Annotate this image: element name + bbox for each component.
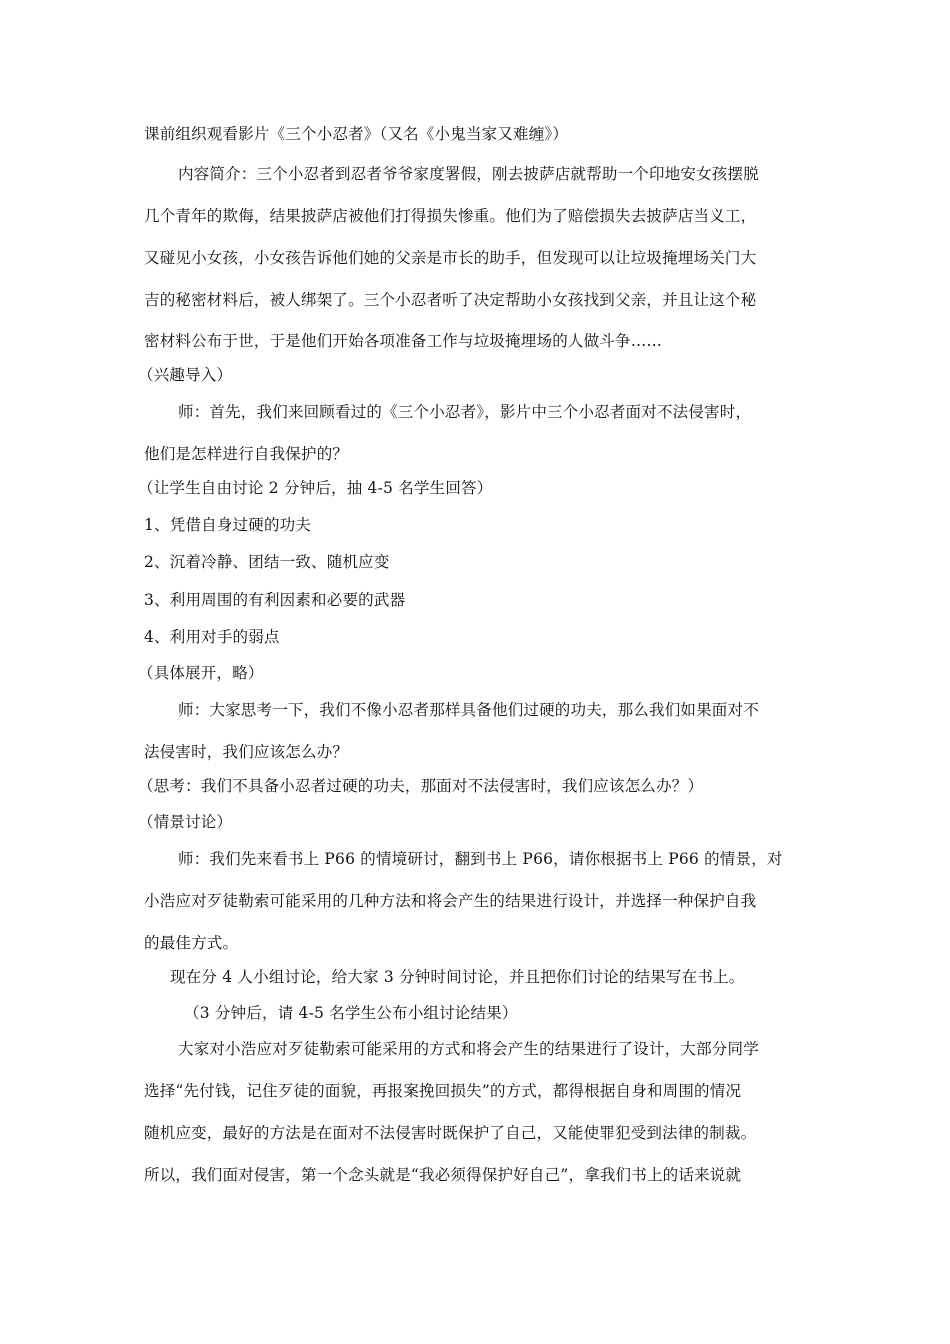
text-line: 1、凭借自身过硬的功夫 bbox=[144, 516, 312, 534]
text-line: 的最佳方式。 bbox=[144, 934, 239, 952]
text-line: 大家对小浩应对歹徒勒索可能采用的方式和将会产生的结果进行了设计，大部分同学 bbox=[178, 1040, 759, 1058]
text-line: 4、利用对手的弱点 bbox=[144, 628, 280, 646]
text-line: 法侵害时，我们应该怎么办？ bbox=[144, 743, 349, 761]
text-line: （具体展开，略） bbox=[138, 664, 264, 682]
text-line: （情景讨论） bbox=[138, 813, 233, 831]
text-line: 小浩应对歹徒勒索可能采用的几种方法和将会产生的结果进行设计，并选择一种保护自我 bbox=[144, 892, 757, 910]
text-line: 选择“先付钱，记住歹徒的面貌，再报案挽回损失”的方式，都得根据自身和周围的情况 bbox=[144, 1082, 742, 1100]
text-line: 他们是怎样进行自我保护的？ bbox=[144, 445, 349, 463]
text-line: 几个青年的欺侮，结果披萨店被他们打得损失惨重。他们为了赔偿损失去披萨店当义工， bbox=[144, 207, 757, 225]
text-line: 2、沉着冷静、团结一致、随机应变 bbox=[144, 553, 390, 571]
text-line: 师：首先，我们来回顾看过的《三个小忍者》，影片中三个小忍者面对不法侵害时， bbox=[178, 403, 752, 421]
text-line: （让学生自由讨论 2 分钟后，抽 4-5 名学生回答） bbox=[138, 479, 493, 497]
text-line: 吉的秘密材料后，被人绑架了。三个小忍者听了决定帮助小女孩找到父亲，并且让这个秘 bbox=[144, 291, 757, 309]
text-line: 所以，我们面对侵害，第一个念头就是“我必须得保护好自己”，拿我们书上的话来说就 bbox=[144, 1166, 742, 1184]
text-line: 课前组织观看影片《三个小忍者》（又名《小鬼当家又难缠》） bbox=[144, 125, 569, 143]
text-line: 随机应变，最好的方法是在面对不法侵害时既保护了自己，又能使罪犯受到法律的制裁。 bbox=[144, 1124, 757, 1142]
text-line: 现在分 4 人小组讨论，给大家 3 分钟时间讨论，并且把你们讨论的结果写在书上。 bbox=[170, 968, 745, 986]
text-line: 又碰见小女孩，小女孩告诉他们她的父亲是市长的助手，但发现可以让垃圾掩埋场关门大 bbox=[144, 249, 757, 267]
text-line: 内容简介：三个小忍者到忍者爷爷家度署假，刚去披萨店就帮助一个印地安女孩摆脱 bbox=[178, 165, 759, 183]
text-line: 密材料公布于世，于是他们开始各项准备工作与垃圾掩埋场的人做斗争…… bbox=[144, 332, 663, 350]
text-line: （思考：我们不具备小忍者过硬的功夫，那面对不法侵害时，我们应该怎么办？） bbox=[138, 777, 704, 795]
text-line: 师：我们先来看书上 P66 的情境研讨，翻到书上 P66，请你根据书上 P66 的情景，对 bbox=[178, 850, 783, 868]
text-line: （3 分钟后，请 4-5 名学生公布小组讨论结果） bbox=[184, 1004, 518, 1022]
text-line: 师：大家思考一下，我们不像小忍者那样具备他们过硬的功夫，那么我们如果面对不 bbox=[178, 701, 759, 719]
text-line: （兴趣导入） bbox=[138, 366, 233, 384]
text-line: 3、利用周围的有利因素和必要的武器 bbox=[144, 591, 406, 609]
